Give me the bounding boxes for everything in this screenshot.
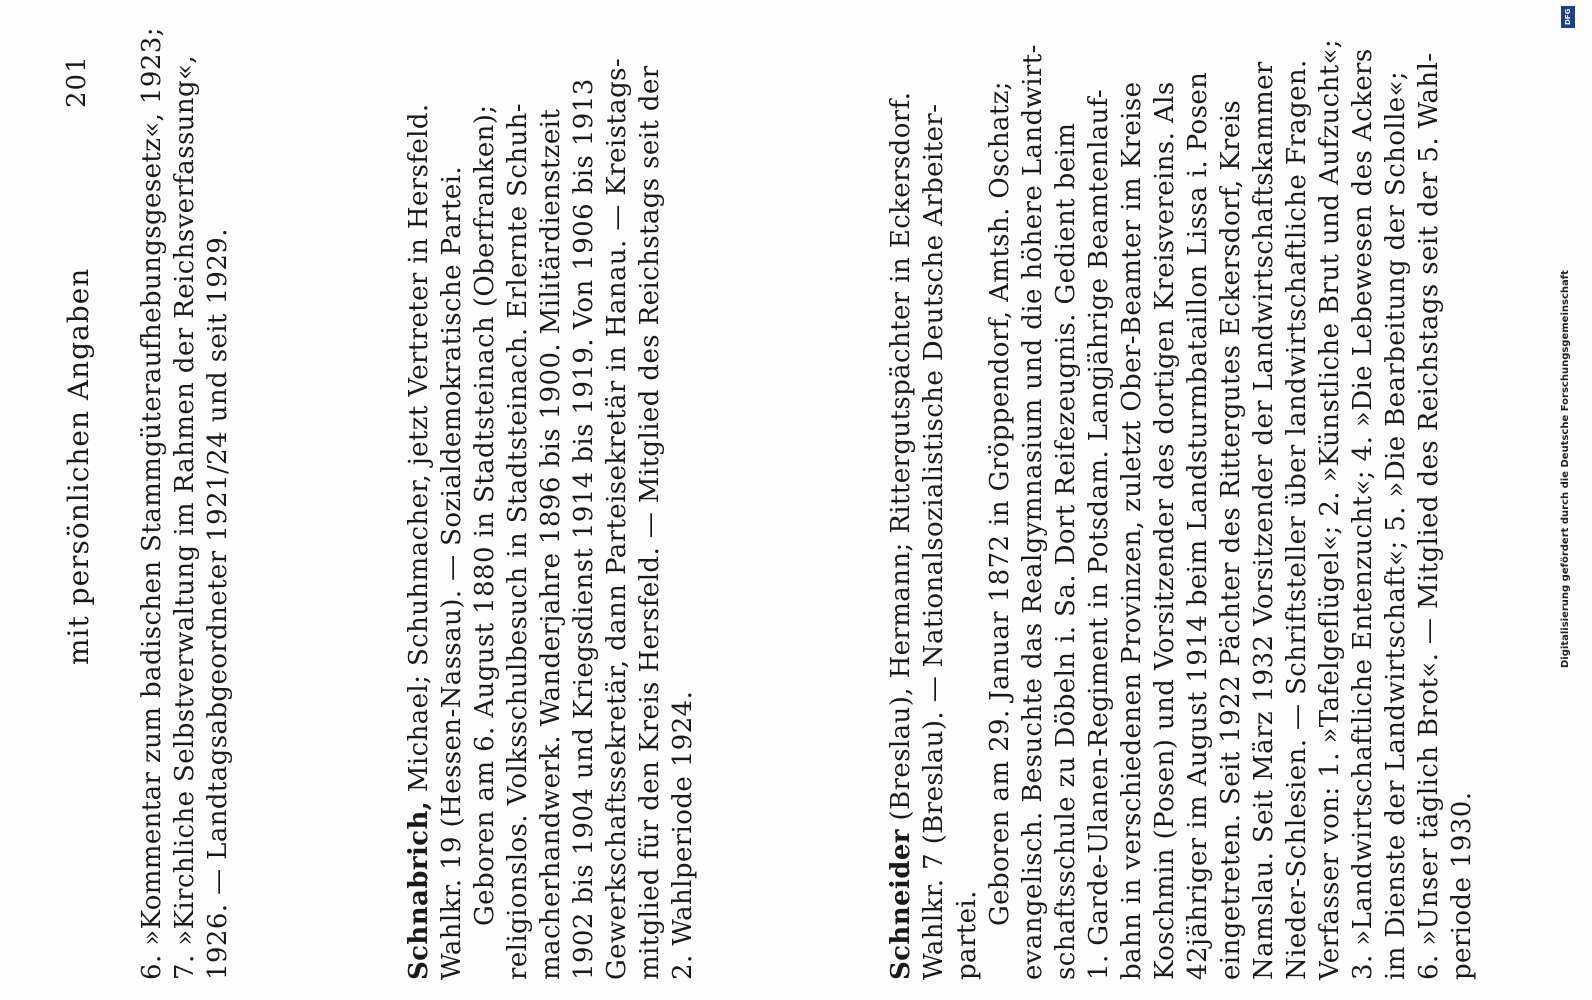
top-entry-line: 1926. — Landtagsabgeordneter 1921/24 und seit 1929. — [203, 228, 233, 980]
entry-body-line: mitglied für den Kreis Hersfeld. — Mitglied des Reichstags seit der — [635, 65, 665, 980]
entry-body-line: 6. »Unser täglich Brot«. — Mitglied des Reichstags seit der 5. Wahl- — [1414, 52, 1444, 980]
entry-schneider — [885, 20, 1479, 980]
top-entry — [136, 20, 235, 980]
entry-body-line: 3. »Landwirtschaftliche Entenzucht«; 4. »Die Lebewesen des Ackers — [1348, 48, 1378, 980]
entry-body-line: Nieder-Schlesien. — Schriftsteller über landwirtschaftliche Fragen. — [1282, 59, 1312, 980]
entry-body-line: Verfasser von: 1. »Tafelgeflügel«; 2. »Künstliche Brut und Aufzucht«; — [1315, 38, 1345, 980]
entry-body-line: Namslau. Seit März 1932 Vorsitzender der Landwirtschaftskammer — [1249, 61, 1279, 980]
entry-header-line: partei. — [952, 890, 982, 980]
entry-body-line: 1. Garde-Ulanen-Regiment in Potsdam. Langjährige Beamtenlauf- — [1084, 88, 1114, 980]
entry-header-rest: Michael; Schuhmacher, jetzt Vertreter in Hersfeld. — [404, 103, 434, 801]
page-number-text: 201 — [62, 55, 92, 108]
entry-name: Schneider — [886, 829, 916, 980]
entry-body-line: 2. Wahlperiode 1924. — [668, 690, 698, 980]
dfg-logo — [1561, 6, 1575, 28]
dfg-logo-text: DFG — [1564, 8, 1572, 26]
digitization-note-text: Digitalisierung gefördert durch die Deutsche Forschungsgemeinschaft — [1560, 270, 1571, 668]
entry-header-line: Wahlkr. 19 (Hessen-Nassau). — Sozialdemokratische Partei. — [437, 165, 467, 980]
entry-body-line: 42jähriger im August 1914 beim Landsturmbataillon Lissa i. Posen — [1183, 71, 1213, 980]
entry-body-line: im Dienste der Landwirtschaft«; 5. »Die Bearbeitung der Scholle«; — [1381, 70, 1411, 980]
entry-body-line: macherhandwerk. Wanderjahre 1896 bis 1900. Militärdienstzeit — [536, 108, 566, 980]
digitization-note — [1560, 270, 1571, 668]
entry-body-line: schaftsschule zu Döbeln i. Sa. Dort Reifezeugnis. Gedient beim — [1051, 122, 1081, 980]
entry-header-line — [403, 20, 436, 980]
entry-body-line: 1902 bis 1904 und Kriegsdienst 1914 bis 1919. Von 1906 bis 1913 — [569, 78, 599, 980]
entry-header-line — [885, 20, 918, 980]
entry-body-line: eingetreten. Seit 1922 Pächter des Rittergutes Eckersdorf, Kreis — [1216, 99, 1246, 980]
entry-body-line: Gewerkschaftssekretär, dann Parteisekretär in Hanau. — Kreistags- — [602, 57, 632, 980]
entry-body-line: Geboren am 6. August 1880 in Stadtsteinach (Oberfranken); — [470, 104, 500, 926]
entry-schnabrich — [403, 20, 700, 980]
running-head — [62, 268, 95, 665]
entry-body-line: religionslos. Volksschulbesuch in Stadtsteinach. Erlernte Schuh- — [503, 103, 533, 980]
entry-body-line: bahn in verschiedenen Provinzen, zuletzt Ober-Beamter im Kreise — [1117, 81, 1147, 980]
entry-header-line: Wahlkr. 7 (Breslau). — Nationalsozialistische Deutsche Arbeiter- — [919, 103, 949, 980]
entry-header-rest: (Breslau), Hermann; Rittergutspächter in Eckersdorf. — [886, 91, 916, 830]
entry-name: Schnabrich, — [404, 800, 434, 980]
entry-body-line: Koschmin (Posen) und Vorsitzender des dortigen Kreisvereins. Als — [1150, 81, 1180, 980]
running-head-text: mit persönlichen Angaben — [62, 267, 95, 665]
entry-body-line: Geboren am 29. Januar 1872 in Gröppendorf, Amtsh. Oschatz; — [985, 81, 1015, 926]
entry-body-line: periode 1930. — [1447, 791, 1477, 980]
entry-body-line: evangelisch. Besuchte das Realgymnasium und die höhere Landwirt- — [1018, 44, 1048, 980]
page-number — [62, 55, 92, 108]
top-entry-line: 7. »Kirchliche Selbstverwaltung im Rahmen der Reichsverfassung«, — [170, 55, 200, 980]
top-entry-line: 6. »Kommentar zum badischen Stammgüteraufhebungsgesetz«, 1923; — [137, 27, 167, 980]
